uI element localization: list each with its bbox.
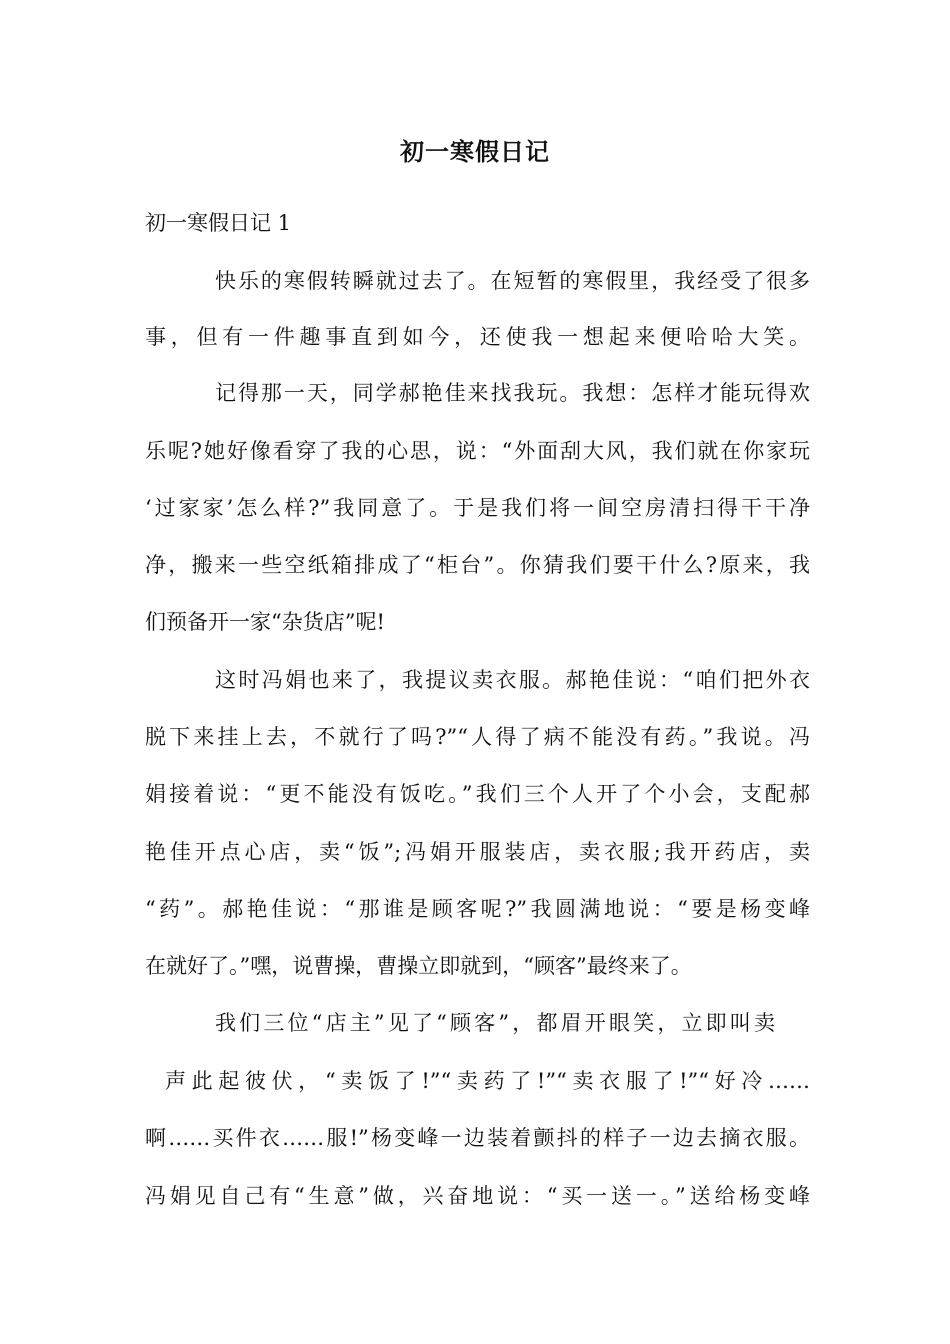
paragraph-line: 乐呢?她好像看穿了我的心思，说：“外面刮大风，我们就在你家玩 <box>145 439 810 463</box>
paragraph-line: 冯娟见自己有“生意”做，兴奋地说：“买一送一。”送给杨变峰 <box>145 1184 810 1208</box>
paragraph-line: 艳佳开点心店，卖“饭”;冯娟开服装店，卖衣服;我开药店，卖 <box>145 840 810 864</box>
paragraph-line: 我们三位“店主”见了“顾客”，都眉开眼笑，立即叫卖 <box>215 1011 775 1035</box>
paragraph-line: 这时冯娟也来了，我提议卖衣服。郝艳佳说：“咱们把外衣 <box>215 668 810 692</box>
paragraph-line: 净，搬来一些空纸箱排成了“柜台”。你猜我们要干什么?原来，我 <box>145 553 810 577</box>
paragraph-line: 快乐的寒假转瞬就过去了。在短暂的寒假里，我经受了很多 <box>215 269 810 293</box>
paragraph-line: 们预备开一家“杂货店”呢! <box>145 610 385 634</box>
paragraph-line: “药”。郝艳佳说：“那谁是顾客呢?”我圆满地说：“要是杨变峰 <box>145 897 810 921</box>
paragraph-line: 在就好了。”嘿，说曹操，曹操立即就到，“顾客”最终来了。 <box>145 954 692 978</box>
section-heading: 初一寒假日记 1 <box>145 211 292 235</box>
paragraph-line: 娟接着说：“更不能没有饭吃。”我们三个人开了个小会，支配郝 <box>145 782 810 806</box>
paragraph-line: 记得那一天，同学郝艳佳来找我玩。我想：怎样才能玩得欢 <box>215 381 810 405</box>
paragraph-line: 事，但有一件趣事直到如今，还使我一想起来便哈哈大笑。 <box>145 325 810 349</box>
paragraph-line: 啊……买件衣……服!”杨变峰一边装着颤抖的样子一边去摘衣服。 <box>145 1126 810 1150</box>
document-title: 初一寒假日记 <box>400 137 550 166</box>
paragraph-line: ‘过家家’怎么样?”我同意了。于是我们将一间空房清扫得干干净 <box>145 496 810 520</box>
paragraph-line: 脱下来挂上去，不就行了吗?”“人得了病不能没有药。”我说。冯 <box>145 725 810 749</box>
paragraph-line: 声此起彼伏，“卖饭了!”“卖药了!”“卖衣服了!”“好冷…… <box>165 1069 810 1093</box>
